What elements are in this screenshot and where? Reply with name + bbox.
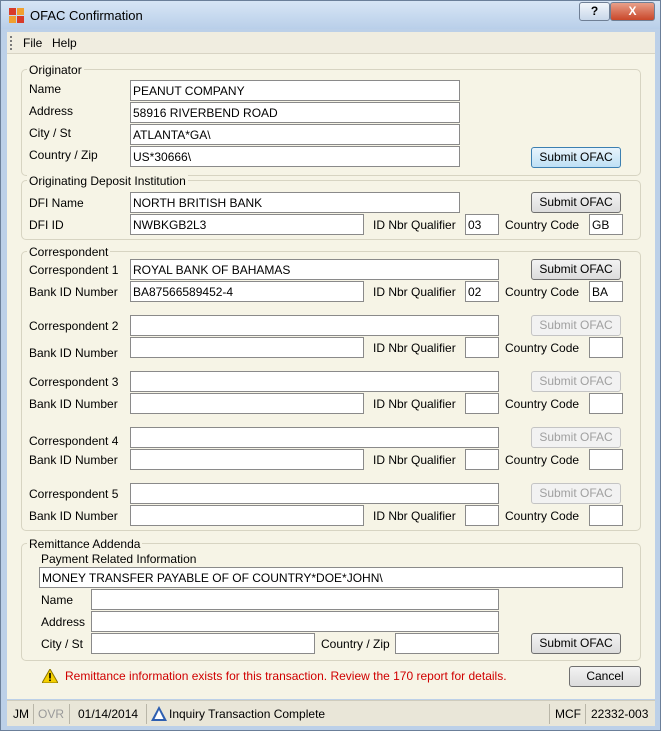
originator-address-field[interactable]: 58916 RIVERBEND ROAD [130, 102, 460, 123]
form-area [7, 54, 655, 699]
originator-country-field[interactable]: US*30666\ [130, 146, 460, 167]
correspondent-4-name-field[interactable] [130, 427, 499, 448]
status-separator [33, 704, 34, 724]
remittance-city-label: City / St [41, 637, 84, 651]
menu-help[interactable]: Help [52, 36, 77, 50]
dfi-name-label: DFI Name [29, 196, 84, 210]
correspondent-5-qualifier-label: ID Nbr Qualifier [373, 509, 456, 523]
correspondent-group-title: Correspondent [29, 245, 109, 259]
correspondent-4-submit-ofac-button[interactable]: Submit OFAC [531, 427, 621, 448]
correspondent-5-country-code-field[interactable] [589, 505, 623, 526]
correspondent-4-country-code-label: Country Code [505, 453, 580, 467]
correspondent-3-country-code-label: Country Code [505, 397, 580, 411]
status-user: JM [13, 707, 29, 721]
correspondent-2-bank-id-label: Bank ID Number [29, 346, 118, 360]
correspondent-1-qualifier-field[interactable]: 02 [465, 281, 499, 302]
dfi-id-field[interactable]: NWBKGB2L3 [130, 214, 364, 235]
window-title: OFAC Confirmation [30, 8, 143, 23]
correspondent-4-bank-id-field[interactable] [130, 449, 364, 470]
correspondent-2-name-field[interactable] [130, 315, 499, 336]
correspondent-2-qualifier-field[interactable] [465, 337, 499, 358]
correspondent-2-bank-id-field[interactable] [130, 337, 364, 358]
originator-city-label: City / St [29, 126, 72, 140]
correspondent-1-submit-ofac-button[interactable]: Submit OFAC [531, 259, 621, 280]
status-ovr: OVR [38, 707, 65, 721]
correspondent-3-submit-ofac-button[interactable]: Submit OFAC [531, 371, 621, 392]
odi-group-title: Originating Deposit Institution [29, 174, 186, 188]
odi-qualifier-label: ID Nbr Qualifier [373, 218, 456, 232]
originator-submit-ofac-button[interactable]: Submit OFAC [531, 147, 621, 168]
remittance-city-field[interactable] [91, 633, 315, 654]
status-date: 01/14/2014 [78, 707, 139, 721]
menu-file[interactable]: File [23, 36, 43, 50]
correspondent-5-country-code-label: Country Code [505, 509, 580, 523]
title-bar[interactable] [1, 1, 660, 29]
correspondent-1-name-field[interactable]: ROYAL BANK OF BAHAMAS [130, 259, 499, 280]
remittance-warning-message: Remittance information exists for this transaction. Review the 170 report for details. [65, 669, 507, 683]
correspondent-5-bank-id-label: Bank ID Number [29, 509, 118, 523]
correspondent-1-label: Correspondent 1 [29, 263, 119, 277]
remittance-name-field[interactable] [91, 589, 499, 610]
warning-icon [42, 669, 58, 683]
correspondent-3-label: Correspondent 3 [29, 375, 119, 389]
correspondent-5-bank-id-field[interactable] [130, 505, 364, 526]
menu-bar [7, 32, 655, 54]
correspondent-5-label: Correspondent 5 [29, 487, 119, 501]
originator-name-label: Name [29, 82, 62, 96]
remittance-group-title: Remittance Addenda [29, 537, 141, 551]
status-code: 22332-003 [591, 707, 649, 721]
correspondent-5-submit-ofac-button[interactable]: Submit OFAC [531, 483, 621, 504]
correspondent-4-country-code-field[interactable] [589, 449, 623, 470]
status-bar [7, 700, 655, 726]
correspondent-4-qualifier-label: ID Nbr Qualifier [373, 453, 456, 467]
remittance-address-label: Address [41, 615, 86, 629]
grip-icon [10, 36, 13, 50]
status-separator [146, 704, 147, 724]
cancel-button[interactable]: Cancel [569, 666, 641, 687]
correspondent-1-bank-id-label: Bank ID Number [29, 285, 118, 299]
dfi-id-label: DFI ID [29, 218, 64, 232]
correspondent-2-country-code-field[interactable] [589, 337, 623, 358]
status-separator [549, 704, 550, 724]
originator-city-field[interactable]: ATLANTA*GA\ [130, 124, 460, 145]
correspondent-3-qualifier-label: ID Nbr Qualifier [373, 397, 456, 411]
correspondent-5-name-field[interactable] [130, 483, 499, 504]
odi-country-code-label: Country Code [505, 218, 580, 232]
remittance-address-field[interactable] [91, 611, 499, 632]
originator-address-label: Address [29, 104, 74, 118]
remittance-country-zip-field[interactable] [395, 633, 499, 654]
originator-name-field[interactable]: PEANUT COMPANY [130, 80, 460, 101]
close-button[interactable]: X [610, 2, 655, 21]
correspondent-1-bank-id-field[interactable]: BA87566589452-4 [130, 281, 364, 302]
correspondent-2-qualifier-label: ID Nbr Qualifier [373, 341, 456, 355]
correspondent-3-bank-id-label: Bank ID Number [29, 397, 118, 411]
odi-country-code-field[interactable]: GB [589, 214, 623, 235]
help-title-button[interactable]: ? [579, 2, 610, 21]
correspondent-5-qualifier-field[interactable] [465, 505, 499, 526]
correspondent-1-country-code-field[interactable]: BA [589, 281, 623, 302]
remittance-country-zip-label: Country / Zip [321, 637, 390, 651]
correspondent-1-qualifier-label: ID Nbr Qualifier [373, 285, 456, 299]
payment-related-info-label: Payment Related Information [41, 552, 197, 566]
status-info-icon [151, 706, 167, 721]
odi-qualifier-field[interactable]: 03 [465, 214, 499, 235]
correspondent-3-bank-id-field[interactable] [130, 393, 364, 414]
remittance-submit-ofac-button[interactable]: Submit OFAC [531, 633, 621, 654]
correspondent-3-country-code-field[interactable] [589, 393, 623, 414]
correspondent-1-country-code-label: Country Code [505, 285, 580, 299]
correspondent-2-country-code-label: Country Code [505, 341, 580, 355]
dfi-name-field[interactable]: NORTH BRITISH BANK [130, 192, 460, 213]
correspondent-2-submit-ofac-button[interactable]: Submit OFAC [531, 315, 621, 336]
originator-country-label: Country / Zip [29, 148, 98, 162]
payment-related-info-field[interactable]: MONEY TRANSFER PAYABLE OF OF COUNTRY*DOE*JOHN\ [39, 567, 623, 588]
correspondent-2-label: Correspondent 2 [29, 319, 119, 333]
originator-group-title: Originator [29, 63, 82, 77]
status-message: Inquiry Transaction Complete [169, 707, 326, 721]
correspondent-3-name-field[interactable] [130, 371, 499, 392]
status-separator [585, 704, 586, 724]
correspondent-4-qualifier-field[interactable] [465, 449, 499, 470]
correspondent-4-label: Correspondent 4 [29, 434, 119, 448]
remittance-name-label: Name [41, 593, 74, 607]
app-icon [9, 8, 24, 23]
correspondent-4-bank-id-label: Bank ID Number [29, 453, 118, 467]
status-mcf: MCF [555, 707, 581, 721]
odi-submit-ofac-button[interactable]: Submit OFAC [531, 192, 621, 213]
correspondent-3-qualifier-field[interactable] [465, 393, 499, 414]
status-separator [69, 704, 70, 724]
